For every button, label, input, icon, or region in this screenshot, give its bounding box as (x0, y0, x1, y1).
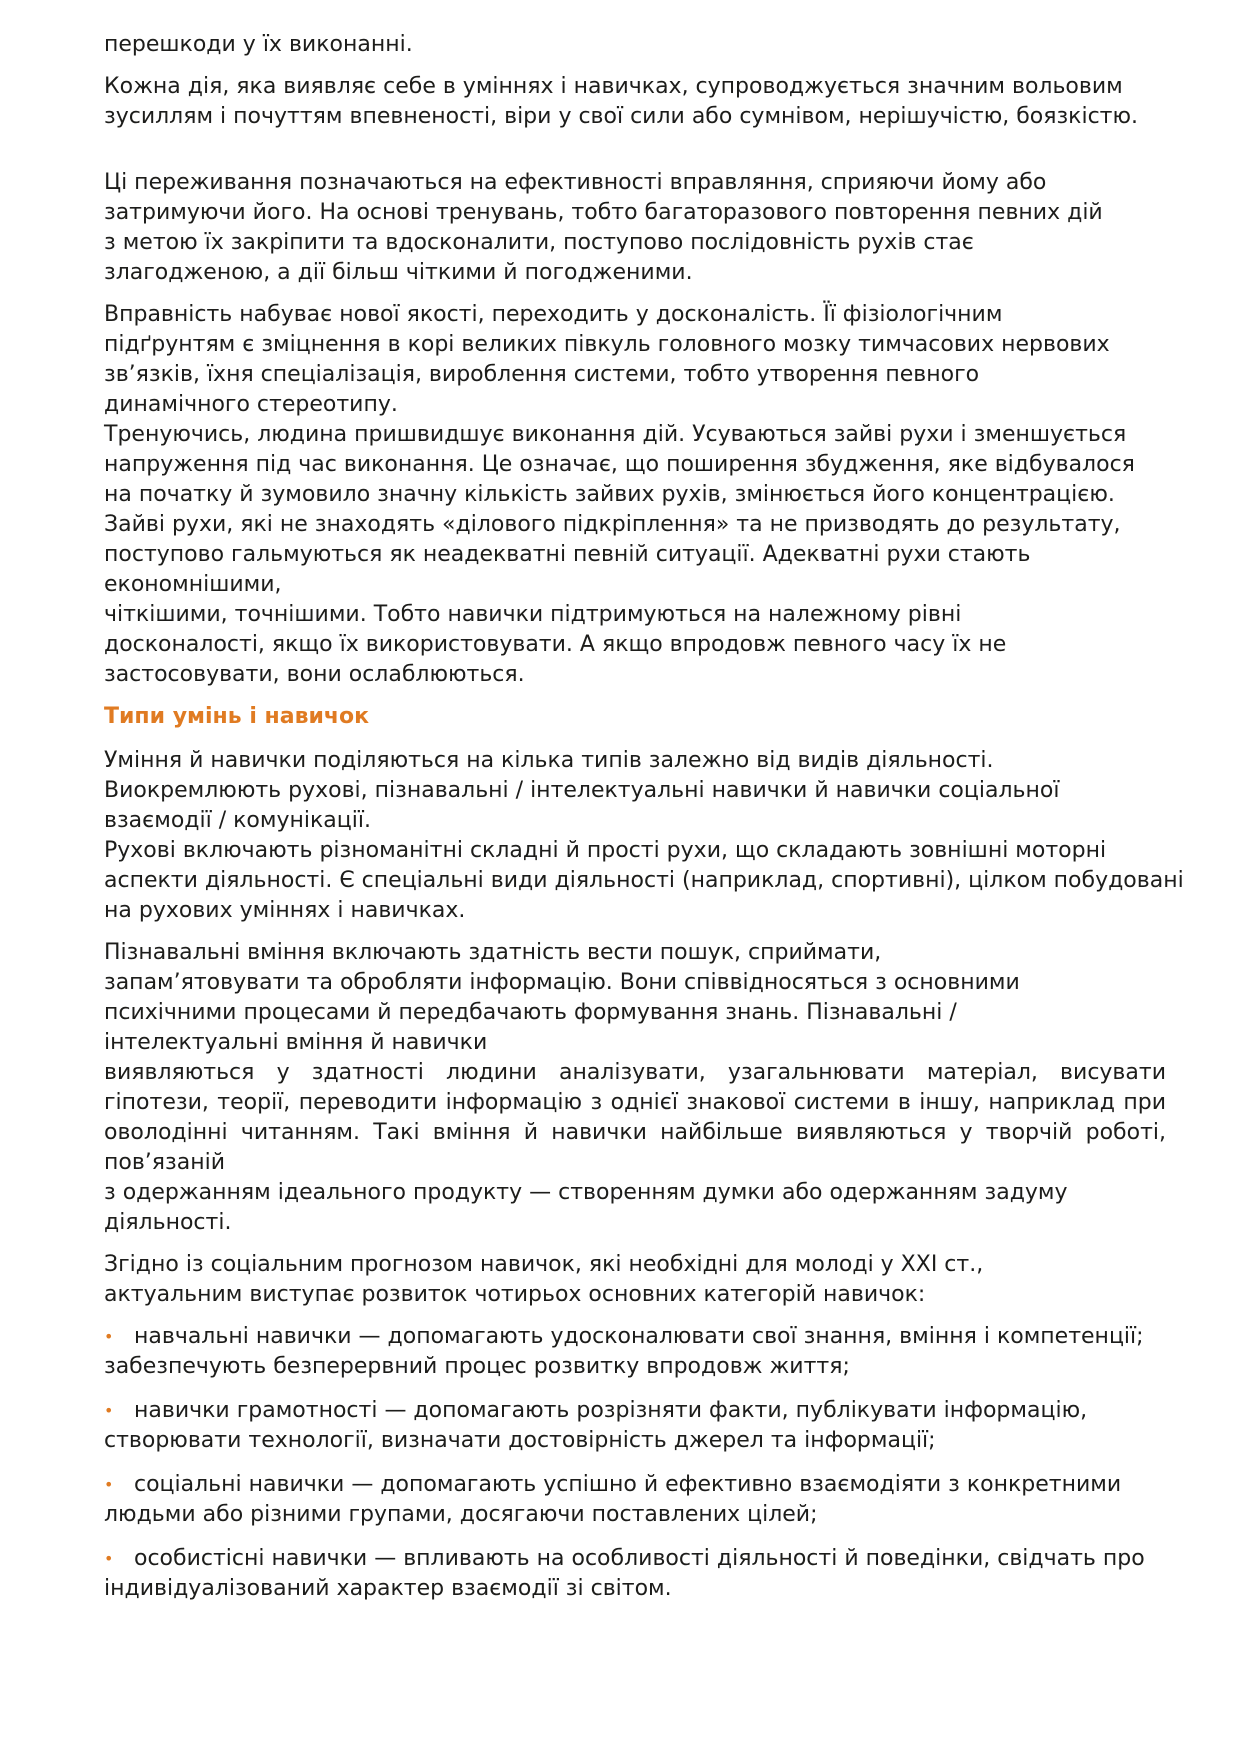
text-line: аспекти діяльності. Є спеціальні види діяльності (наприклад, спортивні), цілком побудовані (104, 868, 1184, 893)
section-heading: Типи умінь і навичок (104, 704, 370, 729)
text-line: чіткішими, точнішими. Тобто навички підтримуються на належному рівні (104, 602, 962, 627)
text-line: діяльності. (104, 1210, 232, 1235)
bullet-icon: • (104, 1549, 114, 1568)
bullet-icon: • (104, 1327, 114, 1346)
paragraph-training (104, 168, 1166, 288)
text-line: злагодженою, а дії більш чіткими й погодженими. (104, 260, 693, 285)
text-line: взаємодії / комунікації. (104, 808, 371, 833)
bullet-text: навчальні навички — допомагають удосконалювати свої знання, вміння і компетенції; (134, 1324, 1144, 1349)
list-item (104, 1544, 1166, 1604)
text-line: на початку й зумовило значну кількість зайвих рухів, змінюється його концентрацією. (104, 482, 1115, 507)
text-line-justified: оволодінні читанням. Такі вміння й навички найбільше виявляються у творчій роботі, (104, 1120, 1166, 1145)
paragraph-social-forecast (104, 1250, 1166, 1310)
bullet-icon: • (104, 1401, 114, 1420)
paragraph-intro-fragment (104, 30, 1166, 60)
text-line: з метою їх закріпити та вдосконалити, поступово послідовність рухів стає (104, 230, 974, 255)
paragraph-effort (104, 72, 1166, 132)
text-line: Зайві рухи, які не знаходять «ділового підкріплення» та не призводять до результату, (104, 512, 1121, 537)
text-line: Виокремлюють рухові, пізнавальні / інтелектуальні навички й навички соціальної (104, 778, 1060, 803)
text-line: Згідно із соціальним прогнозом навичок, які необхідні для молоді у XXI ст., (104, 1252, 984, 1277)
text-line: Тренуючись, людина пришвидшує виконання дій. Усуваються зайві рухи і зменшується (104, 422, 1127, 447)
text-line: пов’язаній (104, 1150, 226, 1175)
bullet-text: навички грамотності — допомагають розрізняти факти, публікувати інформацію, (134, 1398, 1088, 1423)
bullet-text: особистісні навички — впливають на особливості діяльності й поведінки, свідчать про (134, 1546, 1145, 1571)
text-line: Кожна дія, яка виявляє себе в уміннях і навичках, супроводжується значним вольовим (104, 74, 1123, 99)
list-item (104, 1470, 1166, 1530)
paragraph-skill-types (104, 746, 1184, 926)
text-line: поступово гальмуються як неадекватні певній ситуації. Адекватні рухи стають (104, 542, 1031, 567)
bullet-text: людьми або різними групами, досягаючи поставлених цілей; (104, 1502, 818, 1527)
text-line: Рухові включають різноманітні складні й прості рухи, що складають зовнішні моторні (104, 838, 1107, 863)
text-line: психічними процесами й передбачають формування знань. Пізнавальні / (104, 1000, 957, 1025)
list-item (104, 1322, 1166, 1382)
text-line: з одержанням ідеального продукту — створенням думки або одержанням задуму (104, 1180, 1068, 1205)
text-line: економнішими, (104, 572, 282, 597)
skills-bullet-list (104, 1322, 1166, 1604)
text-line-justified: виявляються у здатності людини аналізувати, узагальнювати матеріал, висувати (104, 1060, 1166, 1085)
text-line: запам’ятовувати та обробляти інформацію. Вони співвідносяться з основними (104, 970, 1020, 995)
paragraph-cognitive-skills (104, 938, 1166, 1238)
list-item (104, 1396, 1166, 1456)
text-line-justified: гіпотези, теорії, переводити інформацію з однієї знакової системи в іншу, наприклад при (104, 1090, 1166, 1115)
text-line: напруження під час виконання. Це означає, що поширення збудження, яке відбувалося (104, 452, 1135, 477)
text-line: зв’язків, їхня спеціалізація, вироблення системи, тобто утворення певного (104, 362, 980, 387)
text-line: Уміння й навички поділяються на кілька типів залежно від видів діяльності. (104, 748, 994, 773)
bullet-text: індивідуалізований характер взаємодії зі світом. (104, 1576, 672, 1601)
text-line: на рухових уміннях і навичках. (104, 898, 466, 923)
text-line: перешкоди у їх виконанні. (104, 32, 413, 57)
text-line: затримуючи його. На основі тренувань, тобто багаторазового повторення певних дій (104, 200, 1103, 225)
text-line: Ці переживання позначаються на ефективності вправляння, сприяючи йому або (104, 170, 1047, 195)
text-line: підґрунтям є зміцнення в корі великих півкуль головного мозку тимчасових нервових (104, 332, 1110, 357)
paragraph-skill-mastery (104, 300, 1166, 690)
bullet-icon: • (104, 1475, 114, 1494)
text-line: зусиллям і почуттям впевненості, віри у свої сили або сумнівом, нерішучістю, боязкістю. (104, 104, 1138, 129)
bullet-text: соціальні навички — допомагають успішно й ефективно взаємодіяти з конкретними (134, 1472, 1122, 1497)
bullet-text: забезпечують безперервний процес розвитку впродовж життя; (104, 1354, 850, 1379)
text-line: застосовувати, вони ослаблюються. (104, 662, 525, 687)
text-line: Вправність набуває нової якості, переходить у досконалість. Її фізіологічним (104, 302, 1003, 327)
text-line: досконалості, якщо їх використовувати. А якщо впродовж певного часу їх не (104, 632, 1007, 657)
document-page (104, 30, 1184, 1618)
bullet-text: створювати технології, визначати достовірність джерел та інформації; (104, 1428, 936, 1453)
text-line: інтелектуальні вміння й навички (104, 1030, 488, 1055)
text-line: актуальним виступає розвиток чотирьох основних категорій навичок: (104, 1282, 926, 1307)
text-line: динамічного стереотипу. (104, 392, 398, 417)
text-line: Пізнавальні вміння включають здатність вести пошук, сприймати, (104, 940, 882, 965)
